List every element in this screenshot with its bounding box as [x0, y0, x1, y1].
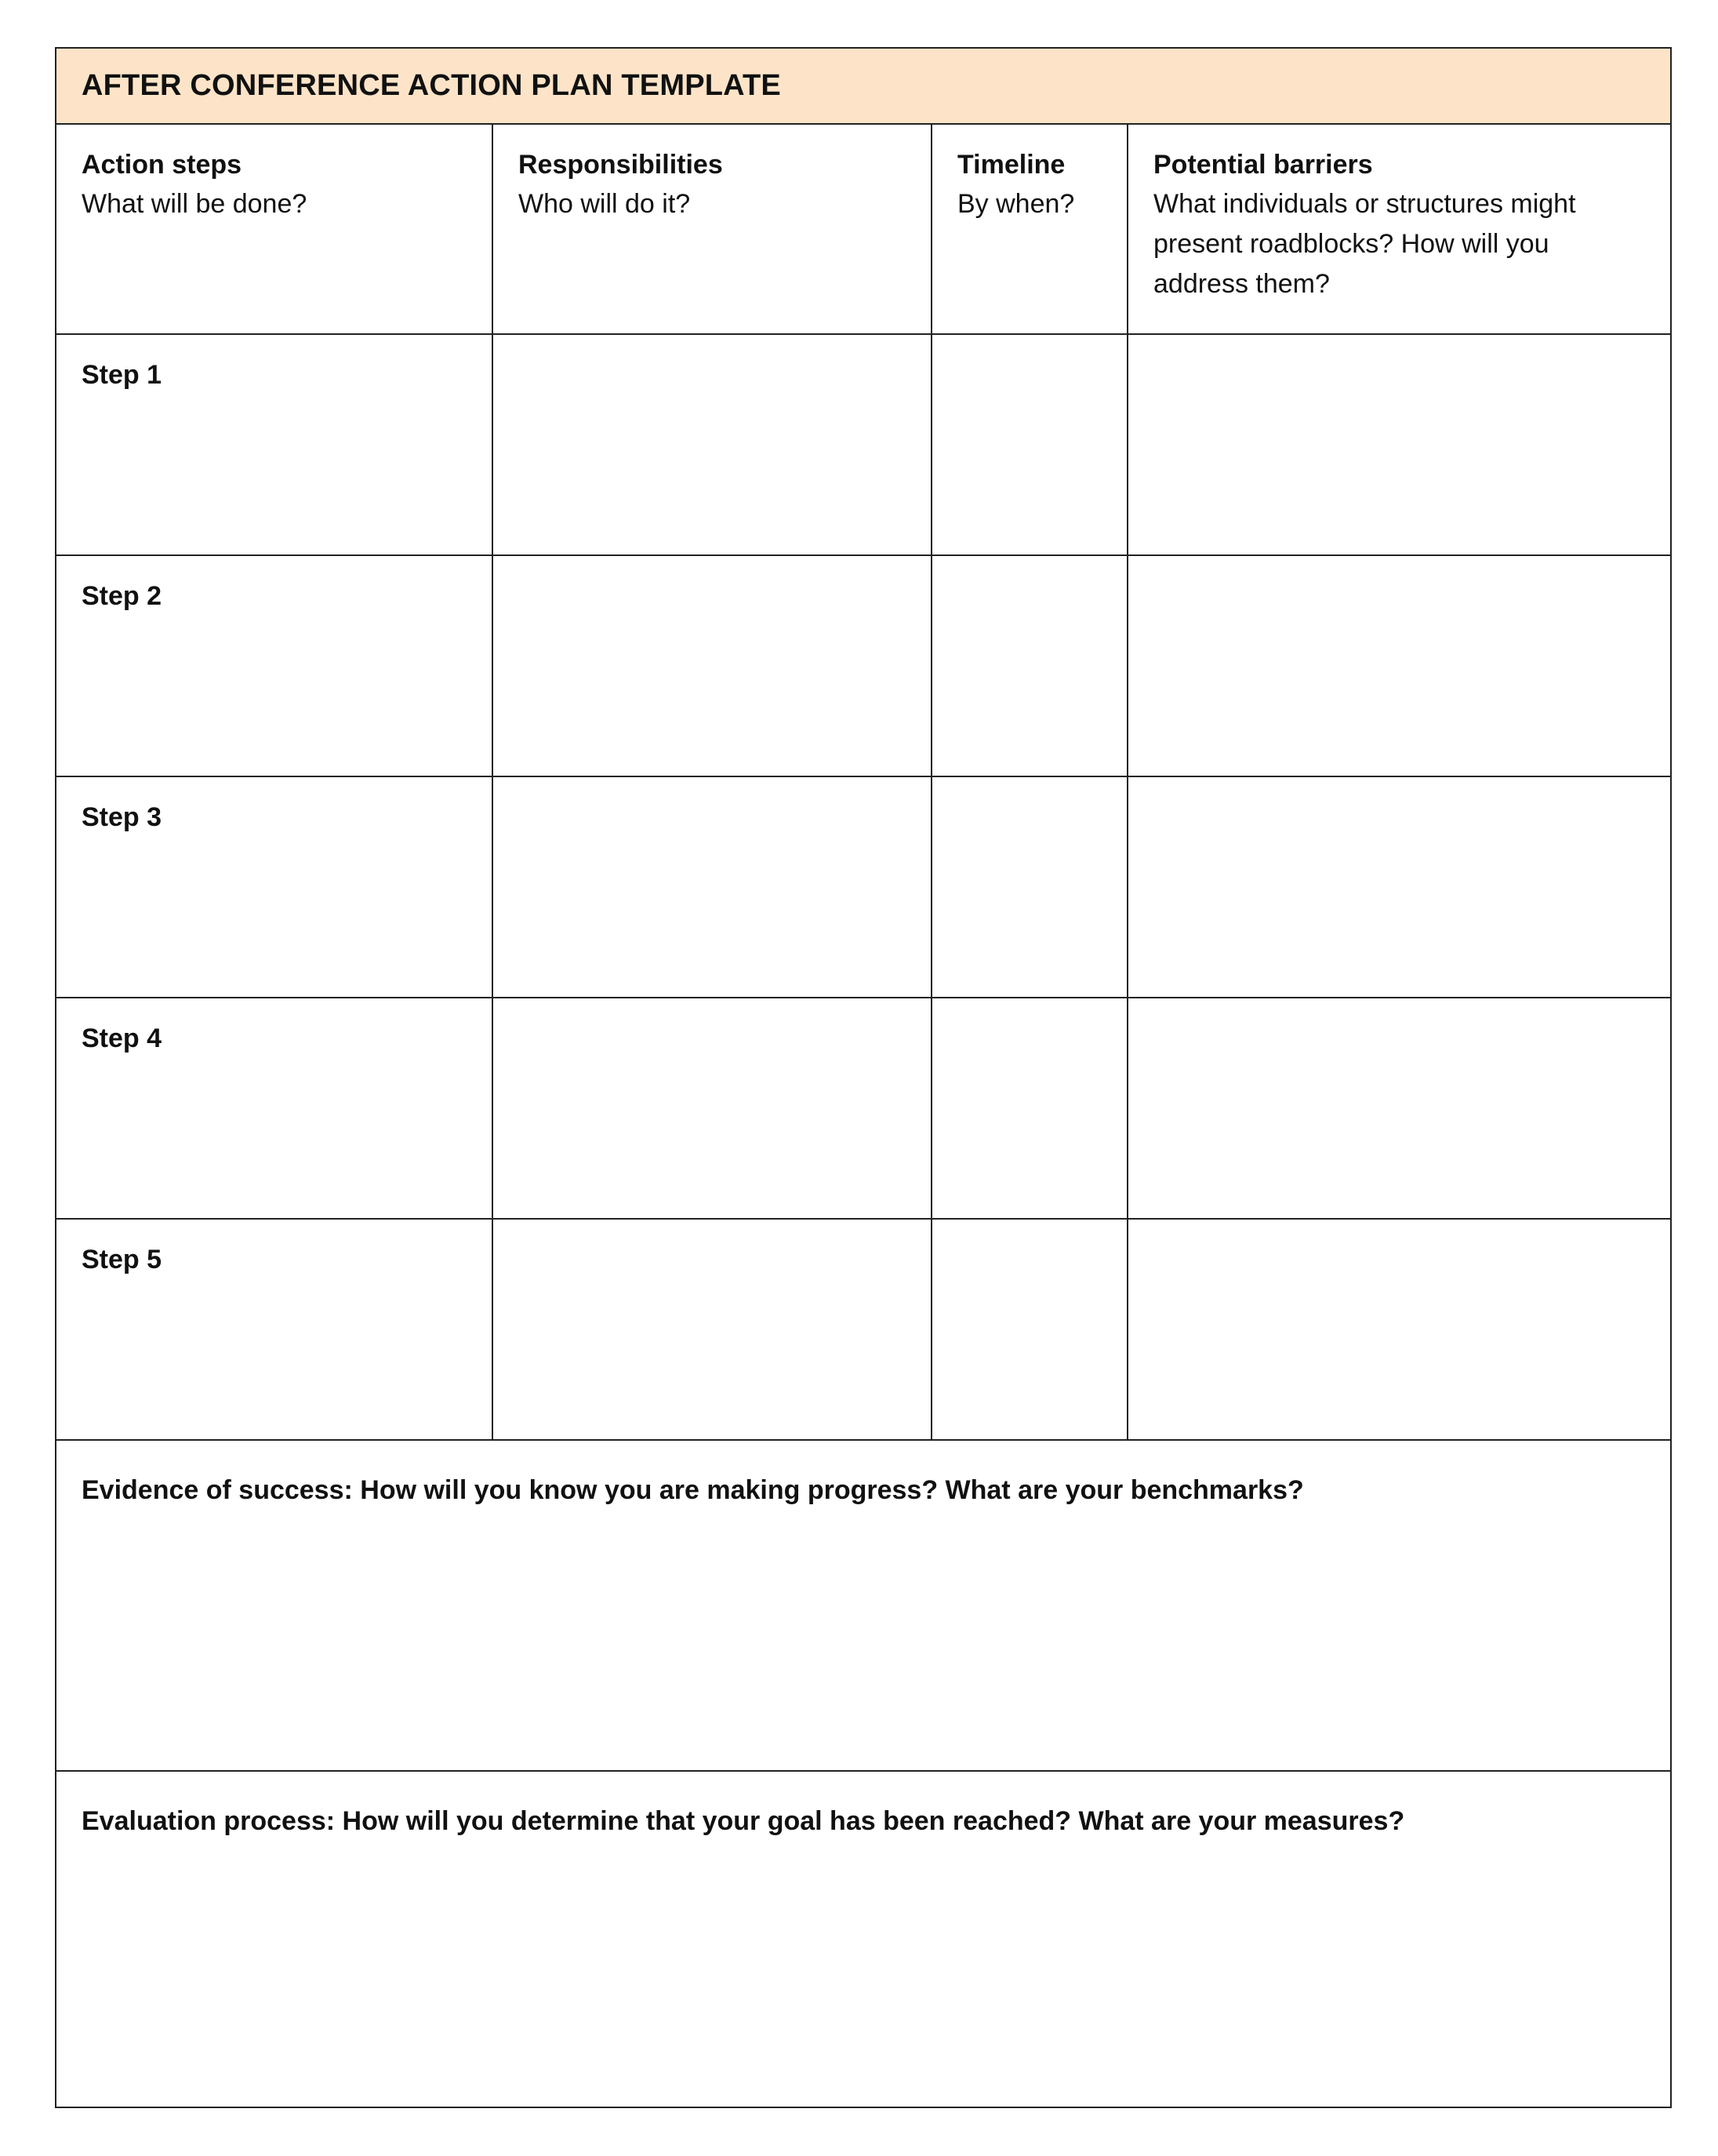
header-potential-barriers: [1128, 125, 1672, 333]
step-cell[interactable]: [56, 1220, 493, 1439]
step-cell[interactable]: [56, 556, 493, 776]
form-title: AFTER CONFERENCE ACTION PLAN TEMPLATE: [82, 69, 781, 102]
evaluation-prompt: Evaluation process: How will you determine that your goal has been reached? What are your measures?: [82, 1806, 1405, 1836]
timeline-cell[interactable]: [932, 556, 1128, 776]
timeline-cell[interactable]: [932, 335, 1128, 554]
barriers-cell[interactable]: [1128, 335, 1672, 554]
step-row: [56, 998, 1670, 1220]
header-label: Potential barriers: [1153, 150, 1373, 180]
evidence-of-success-section[interactable]: [56, 1441, 1670, 1772]
timeline-cell[interactable]: [932, 777, 1128, 997]
responsibilities-cell[interactable]: [493, 1220, 932, 1439]
header-timeline: [932, 125, 1128, 333]
responsibilities-cell[interactable]: [493, 335, 932, 554]
header-action-steps: [56, 125, 493, 333]
step-label: Step 3: [82, 802, 162, 832]
title-bar: [56, 49, 1670, 125]
timeline-cell[interactable]: [932, 998, 1128, 1218]
responsibilities-cell[interactable]: [493, 777, 932, 997]
header-subtitle: What will be done?: [82, 189, 307, 219]
step-label: Step 2: [82, 581, 162, 611]
evaluation-process-section[interactable]: [56, 1772, 1670, 2108]
step-row: [56, 556, 1670, 777]
header-subtitle: Who will do it?: [518, 189, 691, 219]
responsibilities-cell[interactable]: [493, 556, 932, 776]
step-cell[interactable]: [56, 998, 493, 1218]
barriers-cell[interactable]: [1128, 556, 1672, 776]
timeline-cell[interactable]: [932, 1220, 1128, 1439]
step-row: [56, 1220, 1670, 1441]
evidence-prompt: Evidence of success: How will you know you are making progress? What are your benchmarks?: [82, 1475, 1304, 1505]
step-label: Step 5: [82, 1245, 162, 1274]
step-label: Step 1: [82, 360, 162, 390]
barriers-cell[interactable]: [1128, 998, 1672, 1218]
barriers-cell[interactable]: [1128, 1220, 1672, 1439]
step-row: [56, 777, 1670, 998]
header-subtitle: By when?: [957, 189, 1075, 219]
column-header-row: [56, 125, 1670, 335]
step-cell[interactable]: [56, 335, 493, 554]
header-subtitle: What individuals or structures might present roadblocks? How will you address them?: [1153, 189, 1576, 299]
step-label: Step 4: [82, 1023, 162, 1053]
action-plan-form: [55, 47, 1672, 2108]
header-label: Timeline: [957, 150, 1066, 180]
header-label: Action steps: [82, 150, 242, 180]
responsibilities-cell[interactable]: [493, 998, 932, 1218]
header-label: Responsibilities: [518, 150, 723, 180]
step-cell[interactable]: [56, 777, 493, 997]
header-responsibilities: [493, 125, 932, 333]
step-row: [56, 335, 1670, 556]
barriers-cell[interactable]: [1128, 777, 1672, 997]
